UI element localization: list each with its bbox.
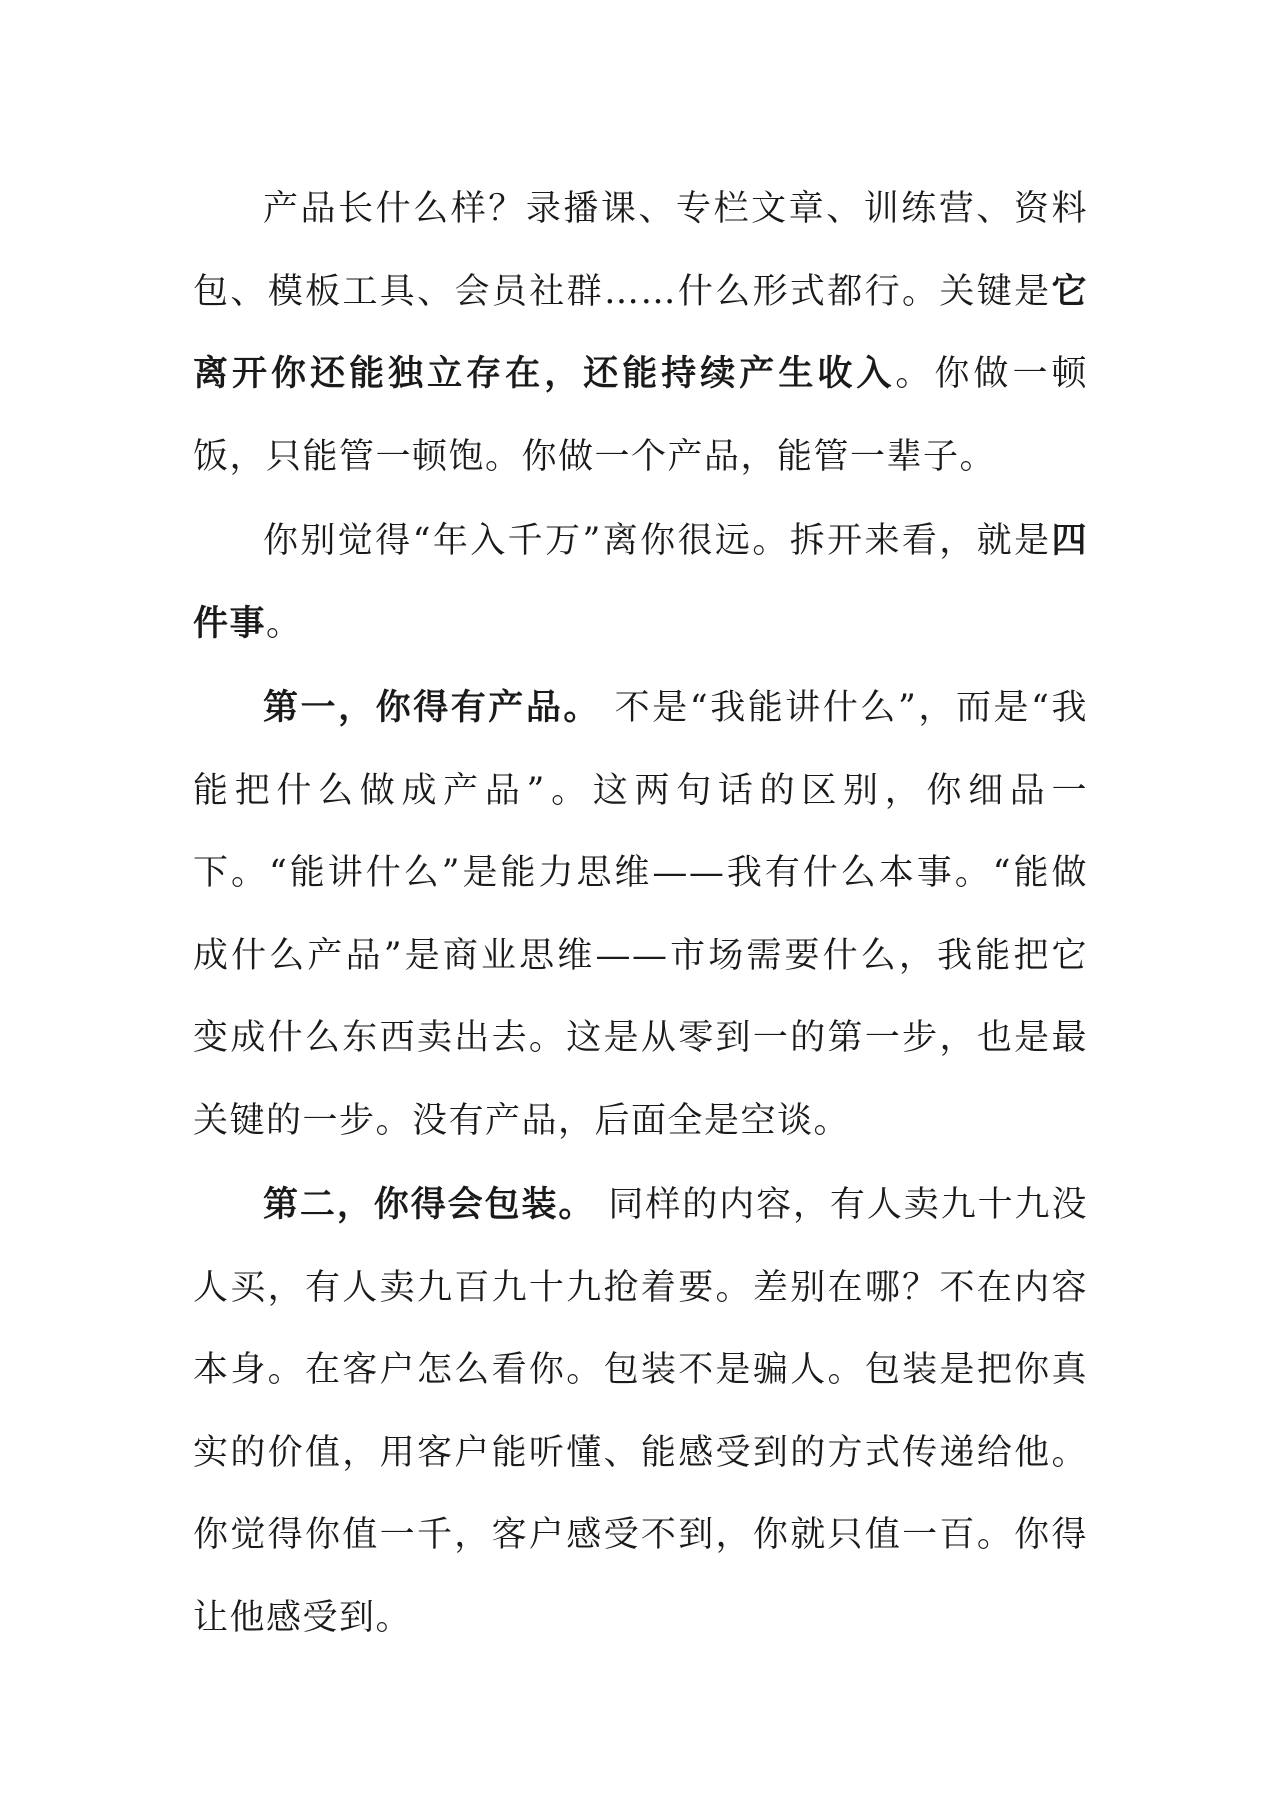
paragraph-product-forms xyxy=(193,168,1088,498)
text-run: 不是“我能讲什么”，而是“我能把什么做成产品”。这两句话的区别，你细品一下。“能讲什么”是能力思维——我有什么本事。“能做成什么产品”是商业思维——市场需要什么，我能把它变成什么东西卖出去。这是从零到一的第一步，也是最关键的一步。没有产品，后面全是空谈。 xyxy=(193,688,1088,1141)
text-run: 同样的内容，有人卖九十九没人买，有人卖九百九十九抢着要。差别在哪？不在内容本身。在客户怎么看你。包装不是骗人。包装是把你真实的价值，用客户能听懂、能感受到的方式传递给他。你觉得你值一千，客户感受不到，你就只值一百。你得让他感受到。 xyxy=(193,1185,1088,1638)
bold-text-run: 四件事 xyxy=(193,521,1088,644)
text-run: 。你做一顿饭，只能管一顿饱。你做一个产品，能管一辈子。 xyxy=(193,354,1088,477)
text-run: 你别觉得“年入千万”离你很远。拆开来看，就是 xyxy=(263,521,1052,561)
bold-text-run: 它离开你还能独立存在，还能持续产生收入 xyxy=(193,271,1088,394)
bold-text-run: 第二，你得会包装。 xyxy=(263,1185,596,1225)
text-run: 产品长什么样？录播课、专栏文章、训练营、资料包、模板工具、会员社群……什么形式都行。关键是 xyxy=(193,189,1088,312)
paragraph-four-things xyxy=(193,500,1088,665)
bold-text-run: 第一，你得有产品。 xyxy=(263,688,601,728)
paragraph-first-point xyxy=(193,667,1088,1162)
document-body xyxy=(193,168,1088,1659)
text-run: 。 xyxy=(266,603,303,644)
paragraph-second-point xyxy=(193,1164,1088,1659)
